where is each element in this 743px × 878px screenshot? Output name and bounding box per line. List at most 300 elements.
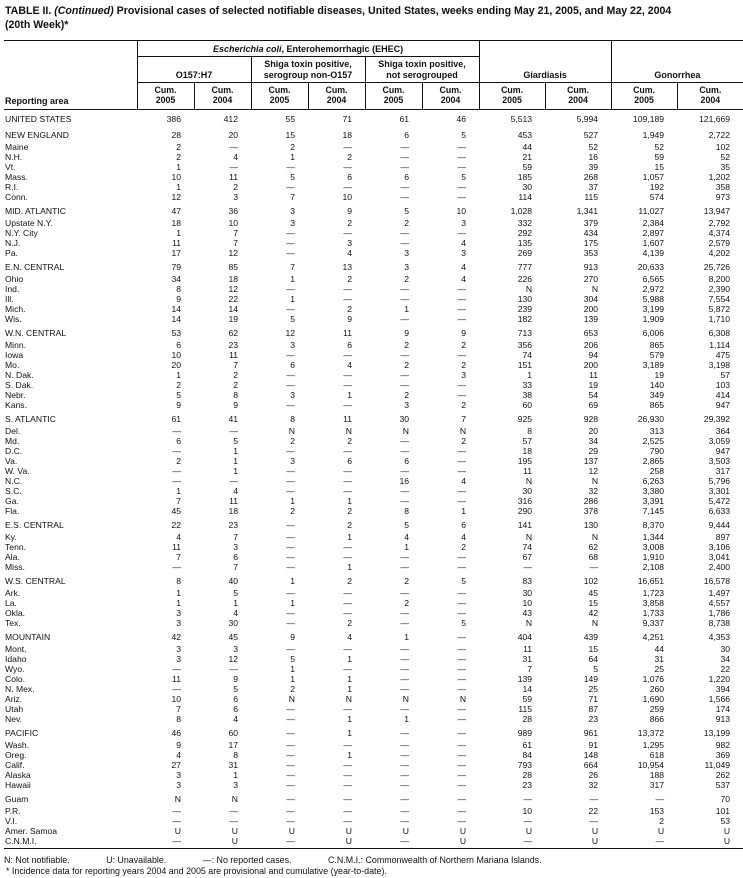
value-cell: 101: [715, 805, 731, 816]
value-cell: —: [457, 673, 467, 684]
value-cell: —: [137, 836, 194, 849]
value-cell: 31: [228, 759, 238, 770]
value-cell: U: [194, 836, 251, 849]
value-cell: N: [288, 425, 295, 436]
value-cell: 3,858: [642, 597, 665, 608]
value-cell: —: [400, 237, 409, 248]
value-cell: N: [525, 617, 533, 628]
value-cell: 713: [517, 328, 533, 339]
value-cell: 3: [404, 247, 409, 258]
value-cell: 28: [522, 769, 533, 780]
value-cell: —: [343, 607, 352, 618]
value-cell: —: [457, 379, 467, 390]
col-header-cum-2004: Cum. 2004: [677, 83, 743, 109]
giardiasis-group-header: Giardiasis: [479, 40, 611, 83]
value-cell: —: [286, 713, 295, 724]
value-cell: —: [343, 181, 352, 192]
value-cell: —: [400, 495, 409, 506]
table-row: [4, 506, 743, 516]
value-cell: 11: [343, 328, 352, 339]
table-row: [4, 410, 743, 426]
value-cell: 1,057: [642, 171, 665, 182]
value-cell: 18: [522, 445, 533, 456]
value-cell: 3,106: [708, 541, 731, 552]
value-cell: 7,554: [708, 293, 731, 304]
value-cell: 27: [171, 759, 181, 770]
value-cell: 53: [171, 328, 181, 339]
value-cell: 1,786: [708, 607, 731, 618]
value-cell: 5,796: [708, 475, 731, 486]
value-cell: 9: [404, 328, 409, 339]
value-cell: —: [457, 495, 467, 506]
value-cell: —: [286, 739, 295, 750]
value-cell: —: [286, 703, 295, 714]
col-header-cum-2004: Cum. 2004: [422, 83, 479, 109]
value-cell: N: [174, 794, 181, 805]
value-cell: 34: [171, 273, 181, 284]
value-cell: —: [286, 749, 295, 760]
value-cell: —: [343, 794, 352, 805]
value-cell: 1: [176, 485, 181, 496]
value-cell: U: [308, 836, 365, 849]
value-cell: 9,444: [708, 520, 731, 531]
value-cell: 3: [233, 643, 238, 654]
table-section: [4, 324, 743, 410]
table-row: [4, 760, 743, 770]
value-cell: 7: [176, 495, 181, 506]
table-row: [4, 380, 743, 390]
table-section: [4, 109, 743, 126]
value-cell: 11: [172, 673, 181, 684]
value-cell: 37: [588, 181, 599, 192]
value-cell: 653: [583, 328, 599, 339]
serogroup-line1: Shiga toxin positive,: [264, 59, 352, 70]
value-cell: N: [591, 531, 599, 542]
value-cell: 70: [720, 794, 731, 805]
value-cell: 2: [347, 435, 352, 446]
value-cell: 1: [290, 293, 295, 304]
value-cell: 356: [517, 339, 533, 350]
value-cell: 39: [588, 161, 599, 172]
value-cell: 68: [588, 551, 599, 562]
table-section: [4, 572, 743, 628]
area-cell: Mont.: [5, 643, 27, 654]
value-cell: 3,301: [708, 485, 731, 496]
value-cell: U: [174, 825, 181, 836]
value-cell: —: [457, 181, 467, 192]
value-cell: N: [591, 283, 599, 294]
table-row: [4, 486, 743, 496]
value-cell: —: [400, 749, 409, 760]
value-cell: 5: [404, 520, 409, 531]
value-cell: 20: [171, 359, 181, 370]
table-row: [4, 142, 743, 152]
col-header-cum-2004: Cum. 2004: [545, 83, 611, 109]
value-cell: 85: [228, 262, 238, 273]
col-header-cum-2005: Cum. 2005: [365, 83, 422, 109]
value-cell: 2: [290, 683, 295, 694]
value-cell: 3: [290, 206, 295, 217]
table-row: [4, 674, 743, 684]
area-cell: S. Dak.: [5, 379, 34, 390]
table-row: [4, 390, 743, 400]
value-cell: —: [229, 475, 238, 486]
value-cell: 1,028: [510, 206, 533, 217]
value-cell: 83: [522, 576, 533, 587]
value-cell: 11: [523, 643, 533, 654]
value-cell: —: [457, 663, 467, 674]
value-cell: 2: [176, 455, 181, 466]
value-cell: 7: [233, 561, 238, 572]
value-cell: 1: [290, 673, 295, 684]
value-cell: 4: [176, 749, 181, 760]
area-cell: N.C.: [5, 475, 23, 486]
table-row: [4, 770, 743, 780]
value-cell: —: [286, 794, 295, 805]
ehec-italic-label: Escherichia coli: [213, 43, 282, 54]
value-cell: 4: [233, 151, 238, 162]
value-cell: 6: [461, 520, 467, 531]
value-cell: 61: [522, 739, 533, 750]
table-row: [4, 218, 743, 228]
value-cell: 5: [176, 389, 181, 400]
col-header-cum-2005: Cum. 2005: [479, 83, 545, 109]
value-cell: —: [286, 805, 295, 816]
value-cell: 6: [404, 455, 409, 466]
value-cell: 153: [649, 805, 665, 816]
value-cell: —: [172, 475, 181, 486]
value-cell: 52: [588, 141, 599, 152]
value-cell: 897: [715, 531, 731, 542]
value-cell: 404: [517, 632, 533, 643]
value-cell: —: [229, 663, 238, 674]
value-cell: —: [457, 728, 467, 739]
value-cell: 2: [347, 303, 352, 314]
value-cell: 8: [176, 713, 181, 724]
value-cell: 3,189: [642, 359, 665, 370]
value-cell: 16,651: [637, 576, 665, 587]
value-cell: 34: [588, 435, 599, 446]
area-cell: Ohio: [5, 273, 24, 284]
footnotes: [4, 855, 739, 878]
table-row: [4, 542, 743, 552]
area-cell: N.H.: [5, 151, 23, 162]
value-cell: —: [286, 181, 295, 192]
value-cell: 11: [229, 495, 238, 506]
value-cell: —: [400, 141, 409, 152]
value-cell: —: [286, 465, 295, 476]
value-cell: 1: [290, 495, 295, 506]
value-cell: 7: [527, 663, 533, 674]
value-cell: 2,108: [642, 561, 665, 572]
value-cell: 2,400: [708, 561, 731, 572]
value-cell: 71: [588, 693, 599, 704]
value-cell: —: [400, 313, 409, 324]
not-serogrouped-subgroup-header: [365, 57, 479, 83]
area-cell: Guam: [5, 794, 29, 805]
value-cell: 2,525: [642, 435, 665, 446]
title-main: Provisional cases of selected notifiable diseases, United States, weeks ending May 21, 2005, and May 22, 2004: [116, 5, 672, 17]
header-row-groups-top: [4, 40, 743, 57]
value-cell: 5: [593, 663, 599, 674]
table-row: [4, 456, 743, 466]
value-cell: —: [400, 663, 409, 674]
value-cell: 579: [649, 349, 665, 360]
value-cell: 69: [588, 399, 599, 410]
table-row: [4, 274, 743, 284]
area-cell: S. ATLANTIC: [5, 414, 56, 425]
value-cell: —: [400, 673, 409, 684]
value-cell: 1: [290, 576, 295, 587]
value-cell: 22: [720, 663, 731, 674]
table-row: [4, 780, 743, 790]
table-row: [4, 552, 743, 562]
value-cell: 412: [223, 114, 238, 125]
value-cell: 47: [171, 206, 181, 217]
area-cell: Colo.: [5, 673, 26, 684]
value-cell: 1: [461, 505, 467, 516]
value-cell: 2: [233, 379, 238, 390]
value-cell: —: [400, 283, 409, 294]
value-cell: 10: [228, 217, 238, 228]
value-cell: 317: [715, 465, 731, 476]
value-cell: —: [400, 435, 409, 446]
value-cell: 7: [233, 531, 238, 542]
value-cell: —: [343, 815, 352, 826]
value-cell: 3: [461, 369, 467, 380]
value-cell: 12: [171, 191, 181, 202]
value-cell: —: [251, 836, 308, 849]
value-cell: —: [400, 181, 409, 192]
value-cell: —: [457, 683, 467, 694]
value-cell: 4,202: [708, 247, 731, 258]
value-cell: —: [400, 151, 409, 162]
value-cell: —: [343, 759, 352, 770]
value-cell: —: [286, 617, 295, 628]
value-cell: —: [457, 283, 467, 294]
area-cell: Alaska: [5, 769, 31, 780]
area-cell: Ky.: [5, 531, 17, 542]
value-cell: 11: [589, 369, 599, 380]
value-cell: 26: [588, 769, 599, 780]
area-cell: Kans.: [5, 399, 27, 410]
value-cell: 434: [583, 227, 599, 238]
area-cell: Wyo.: [5, 663, 25, 674]
value-cell: —: [286, 607, 295, 618]
value-cell: 19: [654, 369, 665, 380]
value-cell: —: [286, 349, 295, 360]
value-cell: 5: [461, 130, 467, 141]
value-cell: 44: [654, 643, 665, 654]
value-cell: —: [457, 607, 467, 618]
value-cell: 1: [404, 303, 409, 314]
value-cell: N: [591, 617, 599, 628]
value-cell: —: [479, 836, 545, 849]
value-cell: —: [286, 531, 295, 542]
value-cell: —: [286, 759, 295, 770]
value-cell: 71: [342, 114, 352, 125]
area-cell: Ind.: [5, 283, 20, 294]
value-cell: —: [400, 728, 409, 739]
value-cell: 200: [583, 303, 599, 314]
value-cell: 2: [347, 576, 352, 587]
table-row: [4, 360, 743, 370]
value-cell: 38: [522, 389, 533, 400]
area-cell: Vt.: [5, 161, 16, 172]
value-cell: 11,027: [638, 206, 665, 217]
value-cell: 115: [584, 191, 599, 202]
table-row: [4, 370, 743, 380]
value-cell: 5: [233, 435, 238, 446]
value-cell: 3: [233, 541, 238, 552]
value-cell: 19: [228, 313, 238, 324]
table-row: [4, 109, 743, 126]
value-cell: —: [523, 815, 533, 826]
value-cell: 2: [290, 141, 295, 152]
value-cell: 2: [347, 217, 352, 228]
area-cell: E.S. CENTRAL: [5, 520, 64, 531]
value-cell: —: [343, 805, 352, 816]
value-cell: 290: [517, 505, 533, 516]
value-cell: 200: [583, 359, 599, 370]
value-cell: 2: [404, 217, 409, 228]
value-cell: —: [523, 794, 533, 805]
area-cell: Ala.: [5, 551, 20, 562]
value-cell: 4: [461, 273, 467, 284]
value-cell: 174: [715, 703, 731, 714]
table-row: [4, 182, 743, 192]
value-cell: 74: [522, 349, 533, 360]
col-header-cum-2005: Cum. 2005: [251, 83, 308, 109]
area-cell: Idaho: [5, 653, 27, 664]
table-row: [4, 644, 743, 654]
value-cell: 1,114: [709, 339, 731, 350]
value-cell: 4,139: [642, 247, 665, 258]
value-cell: U: [345, 825, 352, 836]
value-cell: —: [343, 465, 352, 476]
value-cell: —: [400, 465, 409, 476]
value-cell: —: [286, 283, 295, 294]
value-cell: 18: [342, 130, 352, 141]
value-cell: 3: [290, 217, 295, 228]
value-cell: —: [286, 247, 295, 258]
area-cell: Ariz.: [5, 693, 23, 704]
area-cell: Utah: [5, 703, 24, 714]
value-cell: 6: [233, 551, 238, 562]
value-cell: 1,076: [642, 673, 665, 684]
value-cell: 8: [290, 414, 295, 425]
value-cell: —: [286, 779, 295, 790]
value-cell: —: [343, 369, 352, 380]
value-cell: 175: [583, 237, 599, 248]
value-cell: 2,897: [642, 227, 665, 238]
value-cell: 40: [228, 576, 238, 587]
value-cell: 1: [290, 597, 295, 608]
value-cell: 46: [171, 728, 181, 739]
table-section: [4, 790, 743, 849]
value-cell: —: [286, 551, 295, 562]
value-cell: 64: [588, 653, 599, 664]
table-section: [4, 202, 743, 258]
legend-not-notifiable: N: Not notifiable.: [4, 854, 70, 865]
value-cell: 8: [176, 576, 181, 587]
value-cell: 1: [347, 728, 352, 739]
value-cell: 94: [588, 349, 599, 360]
area-cell: Fla.: [5, 505, 20, 516]
value-cell: —: [400, 617, 409, 628]
value-cell: —: [400, 794, 409, 805]
value-cell: N: [459, 425, 467, 436]
value-cell: 13,947: [703, 206, 731, 217]
value-cell: 973: [715, 191, 731, 202]
serogroup-line2: serogroup non-O157: [263, 69, 353, 80]
value-cell: 268: [583, 171, 599, 182]
value-cell: 1,733: [642, 607, 665, 618]
value-cell: 3: [176, 617, 181, 628]
value-cell: 2: [404, 389, 409, 400]
value-cell: —: [343, 643, 352, 654]
value-cell: 30: [720, 643, 731, 654]
value-cell: —: [457, 551, 467, 562]
value-cell: N: [231, 794, 238, 805]
area-cell: MOUNTAIN: [5, 632, 51, 643]
value-cell: 2: [461, 359, 467, 370]
value-cell: N: [525, 283, 533, 294]
area-cell: Calif.: [5, 759, 25, 770]
value-cell: 2,722: [708, 130, 731, 141]
table-row: [4, 304, 743, 314]
value-cell: U: [723, 825, 731, 836]
value-cell: 2: [233, 369, 238, 380]
value-cell: 30: [522, 485, 533, 496]
table-row: [4, 248, 743, 258]
value-cell: 54: [588, 389, 599, 400]
value-cell: 11: [229, 349, 238, 360]
value-cell: N: [591, 475, 599, 486]
value-cell: 9: [233, 673, 238, 684]
value-cell: 574: [649, 191, 665, 202]
value-cell: 865: [649, 399, 665, 410]
value-cell: 7: [233, 237, 238, 248]
value-cell: 2: [404, 359, 409, 370]
area-cell: Wis.: [5, 313, 22, 324]
value-cell: 7,145: [642, 505, 665, 516]
value-cell: 3: [290, 389, 295, 400]
value-cell: 206: [583, 339, 599, 350]
value-cell: 270: [583, 273, 599, 284]
value-cell: —: [343, 293, 352, 304]
area-cell: Ark.: [5, 587, 21, 598]
value-cell: 1: [347, 389, 352, 400]
value-cell: 19: [588, 379, 599, 390]
value-cell: 527: [583, 130, 599, 141]
value-cell: —: [286, 399, 295, 410]
value-cell: 3,503: [708, 455, 731, 466]
value-cell: —: [457, 485, 467, 496]
value-cell: 5,472: [708, 495, 731, 506]
value-cell: 2: [404, 339, 409, 350]
value-cell: 14: [171, 303, 181, 314]
value-cell: 1: [347, 495, 352, 506]
value-cell: 8: [233, 389, 238, 400]
value-cell: 6,006: [642, 328, 665, 339]
value-cell: 259: [649, 703, 665, 714]
value-cell: —: [343, 541, 352, 552]
table-row: [4, 694, 743, 704]
value-cell: 3,198: [708, 359, 731, 370]
area-cell: D.C.: [5, 445, 23, 456]
area-cell: Nebr.: [5, 389, 26, 400]
